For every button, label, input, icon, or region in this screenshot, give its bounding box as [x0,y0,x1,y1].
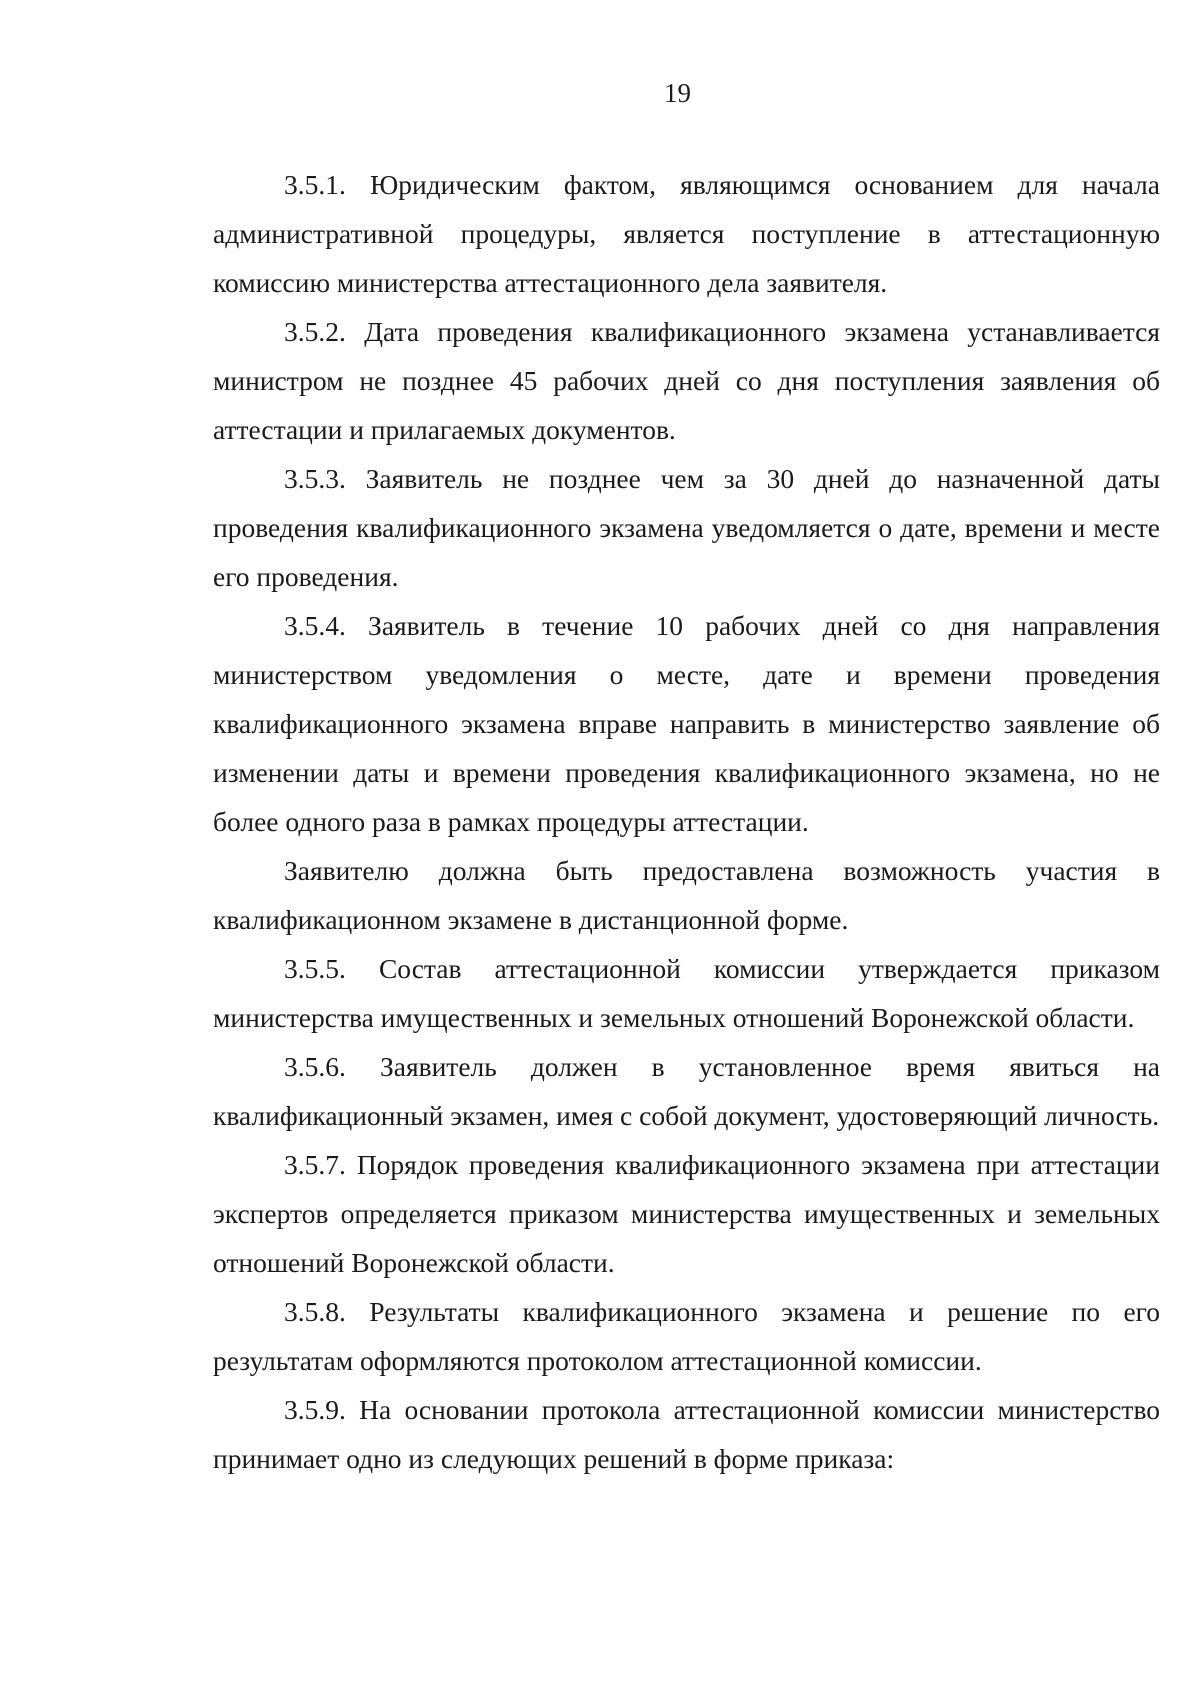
paragraph-3-5-8: 3.5.8. Результаты квалификационного экзамена и решение по его результатам оформляются протоколом аттестационной комиссии. [213,1296,1160,1376]
paragraph-3-5-3: 3.5.3. Заявитель не позднее чем за 30 дней до назначенной даты проведения квалификационного экзамена уведомляется о дате, времени и месте его проведения. [213,463,1160,592]
paragraph-3-5-2: 3.5.2. Дата проведения квалификационного экзамена устанавливается министром не позднее 45 рабочих дней со дня поступления заявления об аттестации и прилагаемых документов. [213,316,1160,445]
document-body [213,160,1160,1483]
paragraph-3-5-1: 3.5.1. Юридическим фактом, являющимся основанием для начала административной процедуры, является поступление в аттестационную комиссию министерства аттестационного дела заявителя. [213,169,1160,298]
page-number: 19 [664,78,691,108]
paragraph-3-5-6: 3.5.6. Заявитель должен в установленное время явиться на квалификационный экзамен, имея с собой документ, удостоверяющий личность. [213,1051,1160,1131]
paragraph-3-5-7: 3.5.7. Порядок проведения квалификационного экзамена при аттестации экспертов определяется приказом министерства имущественных и земельных отношений Воронежской области. [213,1149,1160,1278]
paragraph-3-5-9: 3.5.9. На основании протокола аттестационной комиссии министерство принимает одно из следующих решений в форме приказа: [213,1394,1160,1474]
paragraph-remote-participation: Заявителю должна быть предоставлена возможность участия в квалификационном экзамене в дистанционной форме. [213,855,1160,935]
paragraph-3-5-4: 3.5.4. Заявитель в течение 10 рабочих дней со дня направления министерством уведомления о месте, дате и времени проведения квалификационного экзамена вправе направить в министерство заявление об изменении даты и времени проведения квалификационного экзамена, но не более одного раза в рамках процедуры аттестации. [213,610,1160,837]
paragraph-3-5-5: 3.5.5. Состав аттестационной комиссии утверждается приказом министерства имущественных и земельных отношений Воронежской области. [213,953,1160,1033]
